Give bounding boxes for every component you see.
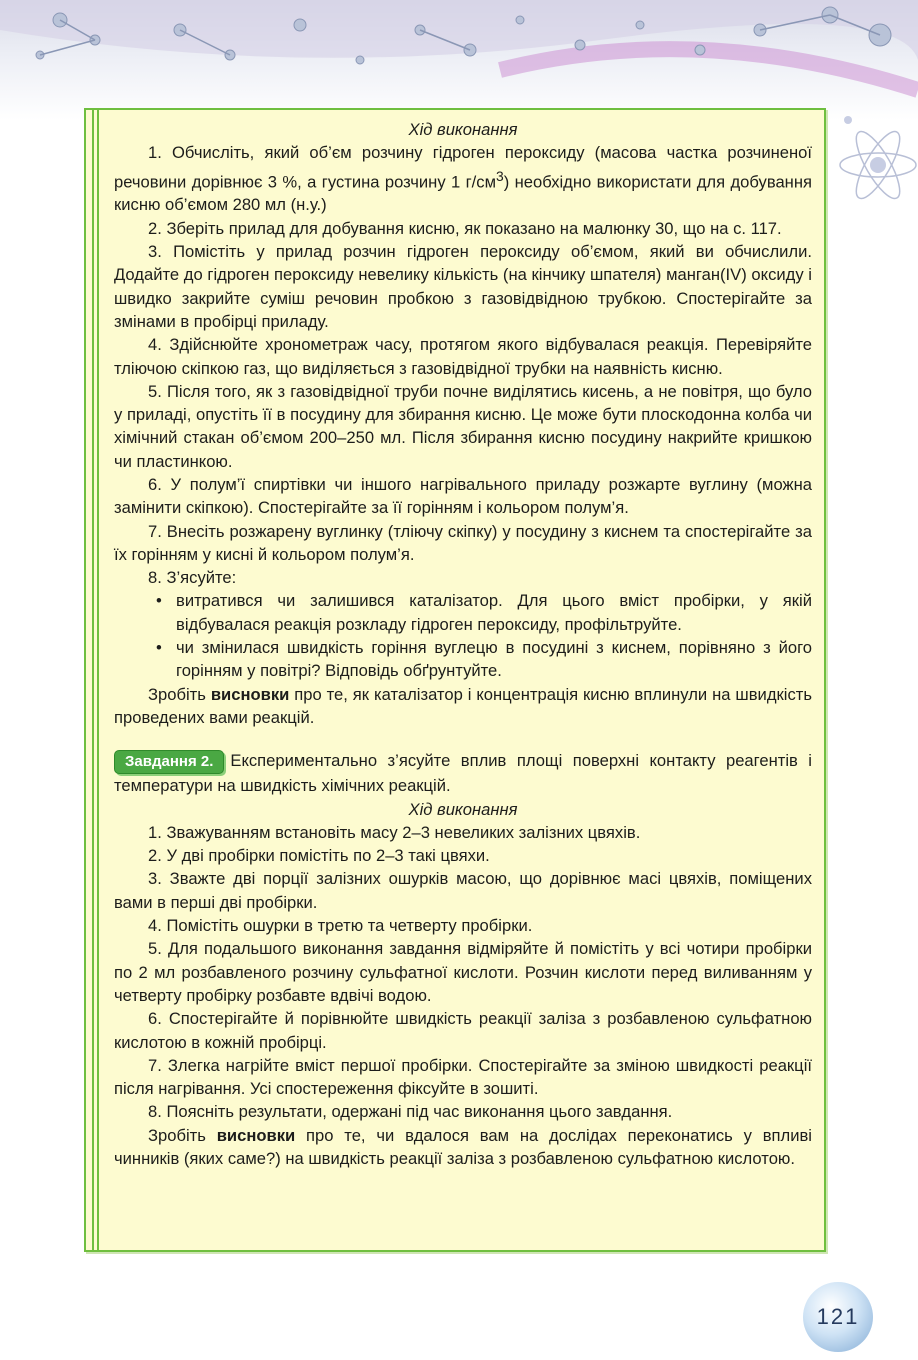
task2-step-5: 5. Для подальшого виконання завдання відміряйте й помістіть у всі чотири пробірки по 2 мл розбавленого розчину сульфатної кислоти. Розчин кислоти перед виливанням у четверту пробірку розбавте вдвічі водою. xyxy=(114,939,812,1005)
step-7: 7. Внесіть розжарену вуглинку (тліючу скіпку) у посудину з киснем та спостерігайте за їх горінням у кисні й кольором полум’я. xyxy=(114,521,812,564)
procedure-heading-1: Хід виконання xyxy=(408,120,518,139)
task2-step-6: 6. Спостерігайте й порівнюйте швидкість реакції заліза з розбавленою сульфатною кислотою в кожній пробірці. xyxy=(114,1009,812,1052)
bullet-text-2: чи змінилася швидкість горіння вуглецю в посудині з киснем, порівняно з його горінням у повітрі? Відповідь обґрунтуйте. xyxy=(176,638,812,681)
conclusion-2 xyxy=(114,1124,812,1171)
page-number: 121 xyxy=(803,1282,873,1352)
step-2: 2. Зберіть прилад для добування кисню, як показано на малюнку 30, що на с. 117. xyxy=(148,218,782,238)
task2-step-7: 7. Злегка нагрійте вміст першої пробірки. Спостерігайте за зміною швидкості реакції після нагрівання. Усі спостереження фіксуйте в зошиті. xyxy=(114,1055,812,1099)
task-2-badge: Завдання 2. xyxy=(114,750,224,774)
panel-left-stripe xyxy=(92,110,94,1250)
panel-left-stripe-inner xyxy=(97,110,99,1250)
conclusion-1-bold: висновки xyxy=(210,684,290,704)
conclusion-1-post: про те, як каталізатор і концентрація кисню вплинули на швидкість проведених вами реакцій. xyxy=(114,684,812,727)
step-6: 6. У полум’ї спиртівки чи іншого нагрівального приладу розжарте вуглину (можна замінити скіпкою). Спостерігайте за її горінням і кольором полум’я. xyxy=(114,474,812,518)
task-2 xyxy=(114,749,812,797)
bullet-text-1: витратився чи залишився каталізатор. Для цього вміст пробірки, у якій відбувалася реакція розкладу гідроген пероксиду, профільтруйте. xyxy=(176,591,812,634)
step-1 xyxy=(114,141,812,216)
conclusion-2-bold: висновки xyxy=(216,1125,296,1145)
atom-decoration xyxy=(828,90,918,245)
header-molecule-decoration xyxy=(0,0,918,120)
step-1-superscript: 3 xyxy=(496,167,504,184)
task2-step-3: 3. Зважте дві порції залізних ошурків масою, що дорівнює масі цвяхів, поміщених вами в перші дві пробірки. xyxy=(114,869,812,912)
bullet-item-1 xyxy=(114,589,812,636)
bullet-dot: • xyxy=(156,591,162,611)
task2-step-8: 8. Поясніть результати, одержані під час виконання цього завдання. xyxy=(148,1102,673,1122)
conclusion-1 xyxy=(114,683,812,730)
conclusion-2-post: про те, чи вдалося вам на дослідах переконатись у впливі чинників (яких саме?) на швидкість реакції заліза з розбавленою сульфатною кислотою. xyxy=(114,1125,812,1168)
task2-step-1: 1. Зважуванням встановіть масу 2–3 невеликих залізних цвяхів. xyxy=(148,822,641,842)
task-2-text: Експериментально з’ясуйте вплив площі поверхні контакту реагентів і температури на швидкість хімічних реакцій. xyxy=(114,751,812,796)
step-1-text-a: 1. Обчисліть, який об’єм розчину гідроген пероксиду (масова частка розчиненої речовини дорівнює 3 %, а густина розчину 1 г/см xyxy=(114,143,812,192)
task2-step-2: 2. У дві пробірки помістіть по 2–3 такі цвяхи. xyxy=(148,846,490,866)
step-4: 4. Здійснюйте хронометраж часу, протягом якого відбувалася реакція. Перевіряйте тліючою скіпкою газ, що виділяється з газовідвідної трубки на наявність кисню. xyxy=(114,335,812,378)
task2-step-4: 4. Помістіть ошурки в третю та четверту пробірки. xyxy=(148,916,533,936)
step-5: 5. Після того, як з газовідвідної труби почне виділятись кисень, а не повітря, що було у приладі, опустіть її в посудину для збирання кисню. Це може бути плоскодонна колба чи хімічний стакан об’ємом 200–250 мл. Після збирання кисню посудину накрийте кришкою чи пластинкою. xyxy=(114,381,812,471)
step-3: 3. Помістіть у прилад розчин гідроген пероксиду об’ємом, який ви обчислили. Додайте до гідроген пероксиду невелику кількість (на кінчику шпателя) манган(IV) оксиду і швидко закрийте суміш речовин пробкою з газовідвідною трубкою. Спостерігайте за змінами в пробірці приладу. xyxy=(114,242,812,331)
step-8: 8. З’ясуйте: xyxy=(148,568,237,588)
bullet-item-2 xyxy=(114,636,812,683)
lab-instructions xyxy=(114,118,812,1170)
bullet-dot: • xyxy=(156,638,162,658)
step-1-text-b: ) необхідно використати для добування кисню об’ємом 280 мл (н.у.) xyxy=(114,172,812,215)
conclusion-2-pre: Зробіть xyxy=(148,1125,217,1145)
procedure-heading-2: Хід виконання xyxy=(408,799,518,819)
conclusion-1-pre: Зробіть xyxy=(148,684,211,704)
